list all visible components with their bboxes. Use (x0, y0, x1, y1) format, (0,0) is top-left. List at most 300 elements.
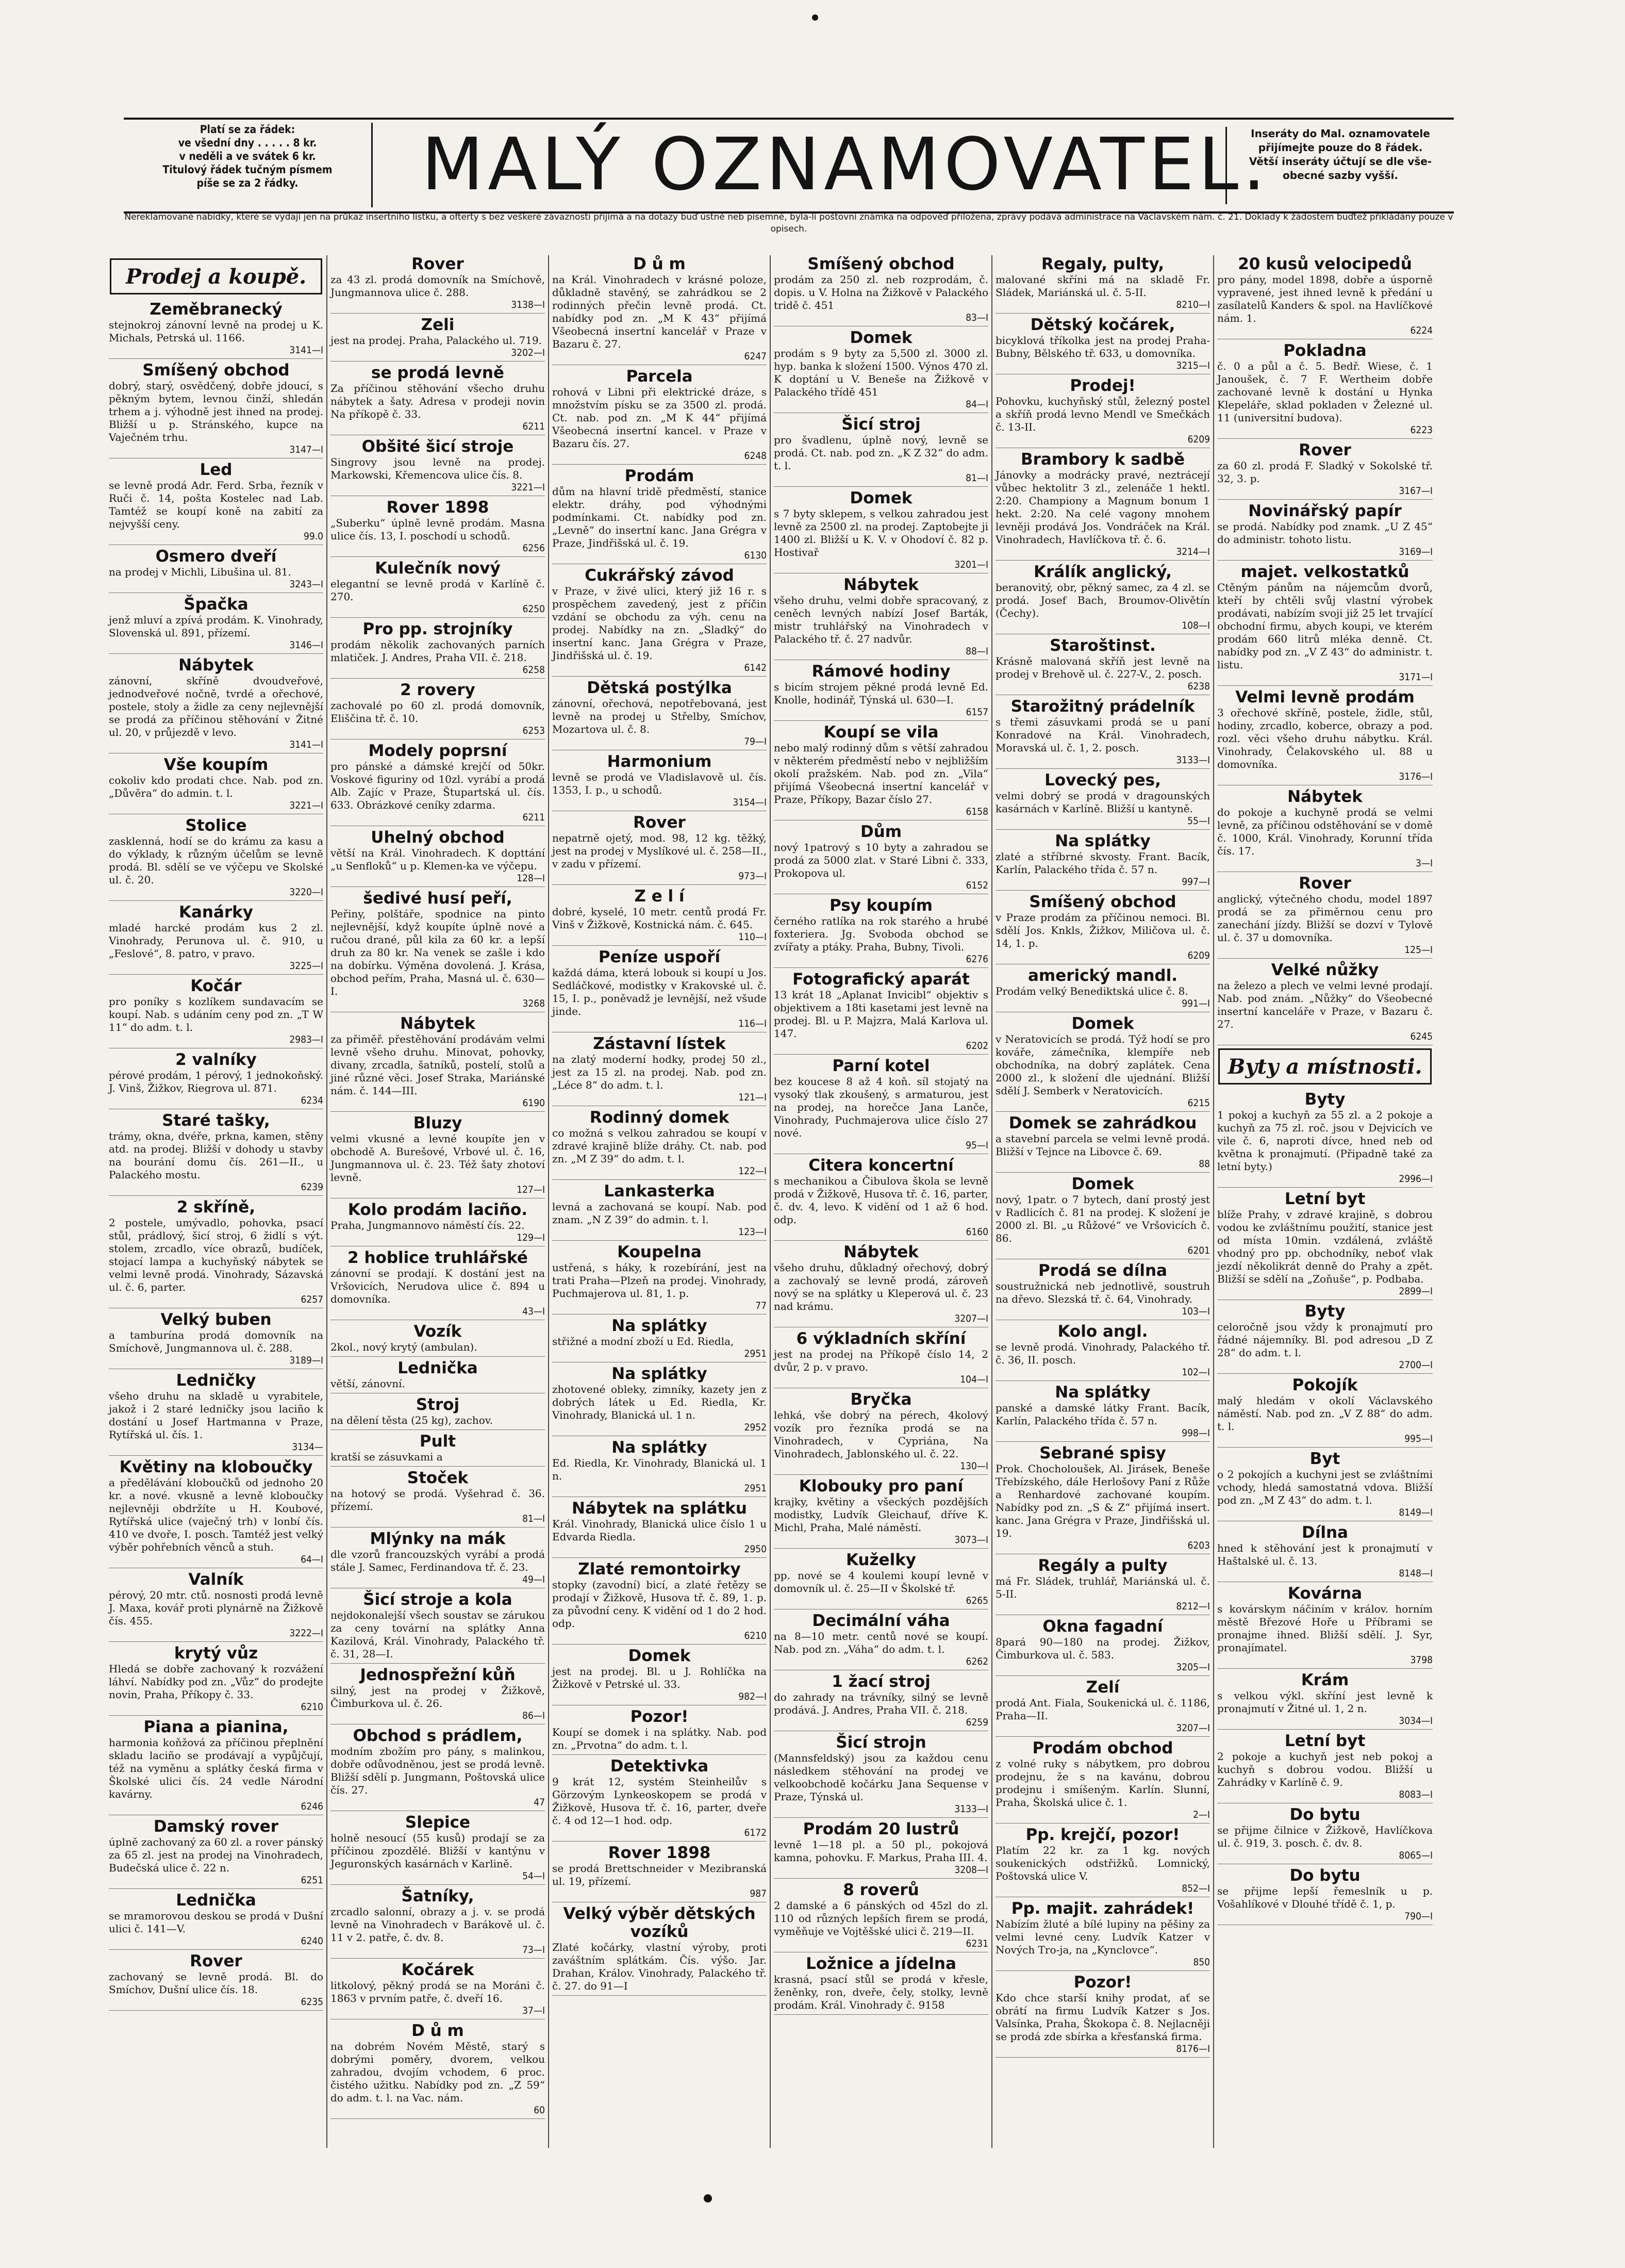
ad-heading: Piana a pianina, (143, 1718, 289, 1736)
classified-ad (330, 1433, 545, 1464)
ad-heading: Nábytek (843, 576, 919, 594)
ad-code: 8065—I (1399, 1850, 1433, 1861)
ad-text: Peřiny, polštáře, spodnice na pinto nejlevnější, když koupíte úplně nové a ručou drané, půl kila za 60 kr. a lepší druh za 80 kr. Na venek se zašle i kdo na dobírku. Výměna dovolená. J. Krása, obchod peřím, Praha, Masná ul. č. 630—I. (330, 908, 545, 997)
ad-heading: Parní kotel (832, 1057, 930, 1075)
ad-code: 3171—I (1399, 671, 1433, 683)
ad-heading: Bryčka (850, 1390, 912, 1409)
ad-code: 60 (534, 2105, 545, 2116)
ad-heading: 8 roverů (843, 1881, 919, 1899)
classified-ad (109, 756, 323, 811)
ad-divider (552, 1841, 767, 1842)
ad-heading: Králík anglický, (1034, 563, 1172, 581)
classified-ad (774, 1057, 988, 1151)
classified-ad (1217, 342, 1433, 436)
ad-divider (1217, 685, 1433, 686)
classified-ad (774, 1477, 988, 1546)
ad-code: 3221—I (289, 800, 323, 811)
classified-ad (1217, 1585, 1433, 1666)
section-heading-flats: Byty a místnosti. (1218, 1048, 1432, 1084)
classified-ad (109, 361, 323, 455)
ad-heading: Květiny na kloboučky (119, 1458, 313, 1476)
classified-ad (1217, 255, 1433, 336)
ad-text: nepatrně ojetý, mod. 98, 12 kg. těžký, jest na prodej v Myslíkové ul. č. 258—II., v zadu v přízemí. (552, 832, 767, 870)
ad-code: 6209 (1187, 950, 1210, 961)
ad-heading: Velké nůžky (1271, 961, 1379, 979)
column-6 (1214, 255, 1436, 2148)
ad-heading: Uhelný obchod (371, 828, 505, 847)
ad-text: 9 krát 12, systém Steinheilův s Görzovým Lynkeoskopem se prodá v Žižkově, Husova tř. č. 16, parter, dveře č. 4 od 12—1 hod. odp. (552, 1776, 767, 1827)
ad-code: 6210 (744, 1630, 767, 1641)
ad-heading: Dětský kočárek, (1030, 316, 1175, 334)
ad-code: 123—I (738, 1226, 767, 1238)
ad-code: 6276 (966, 954, 988, 965)
classified-ad (996, 1557, 1210, 1612)
ad-heading: Na splátky (611, 1438, 707, 1457)
ad-heading: Dům (860, 823, 902, 841)
ad-divider (330, 1884, 545, 1885)
ad-heading: Nábytek (178, 656, 254, 675)
classified-ad (774, 576, 988, 657)
ad-text: Král. Vinohrady, Blanická ulice číslo 1 u Edvarda Riedla. (552, 1518, 767, 1543)
ad-divider (1217, 1187, 1433, 1188)
ad-text: 2 postele, umývadlo, pohovka, psací stůl, prádlový, šicí stroj, 6 židlí s výt. stolem, zrcadlo, více obrazů, budíček, stojací lampa a kuchyňský nábytek se velmi levně prodá. Vinohrady, Sázavská ul. č. 6, parter. (109, 1217, 323, 1293)
ad-text: pérový, 20 mtr. ctů. nosnosti prodá levně J. Maxa, kovář proti plynárně na Žižkově čís. 455. (109, 1589, 323, 1627)
ad-text: stopky (zavodní) bicí, a zlaté řetězy se prodají v Žižkově, Husova tř. č. 89, 1. p. za původní ceny. K vidění od 1 do 2 hod. odp. (552, 1579, 767, 1630)
classified-ad (996, 1900, 1210, 1968)
classified-ad (552, 368, 767, 462)
classified-ad (330, 1201, 545, 1243)
ad-heading: krytý vůz (174, 1644, 258, 1663)
classified-ad (1217, 1190, 1433, 1297)
ad-heading: Koupelna (617, 1243, 702, 1261)
ad-text: blíže Prahy, v zdravé krajině, s dobrou vodou ke zvláštnímu použití, stanice jest od místa 10min. vzdálená, zvláště vhodný pro pp. obchodníky, neboť vlak jezdí několikrát denně do Prahy a zpět. Bližší se sdělí na „Zoňuše“, p. Podbaba. (1217, 1208, 1433, 1285)
ad-code: 3138—I (511, 299, 545, 310)
ad-code: 8176—I (1176, 2043, 1210, 2055)
page-title: MALÝ OZNAMOVATEL. (421, 123, 1270, 207)
ad-text: malý hledám v okolí Václavského náměstí. Nab. pod zn. „V Z 88“ do adm. t. l. (1217, 1394, 1433, 1433)
ad-divider (552, 945, 767, 946)
ad-divider (1217, 1729, 1433, 1730)
ad-code: 6262 (966, 1656, 988, 1667)
ad-text: zánovní se prodají. K dostání jest na Vršovicích, Nerudova ulice č. 894 u domovníka. (330, 1267, 545, 1305)
ad-divider (330, 1111, 545, 1112)
ad-divider (552, 884, 767, 885)
ad-divider (996, 890, 1210, 891)
ad-heading: šedivé husí peří, (363, 889, 512, 908)
ad-code: 54—I (522, 1870, 545, 1882)
ad-code: 2996—I (1399, 1173, 1433, 1185)
ad-text: s třemi zásuvkami prodá se u paní Konradové na Král. Vinohradech, Moravská ul. č. 1, 2. posch. (996, 716, 1210, 754)
ad-heading: Velký výběr dětských vozíků (563, 1904, 756, 1941)
ad-heading: Smíšený obchod (1029, 893, 1176, 911)
classified-ad (774, 1673, 988, 1728)
ad-heading: Stroj (416, 1395, 460, 1414)
ad-text: zachovaný se levně prodá. Bl. do Smíchov, Dušní ulice čís. 18. (109, 1970, 323, 1996)
classified-ad (109, 1198, 323, 1305)
ad-divider (774, 1240, 988, 1241)
ad-text: zachovalé po 60 zl. prodá domovník, Eliščina tř. č. 10. (330, 699, 545, 725)
classified-ad (109, 1372, 323, 1453)
ad-heading: Prodám (624, 467, 694, 485)
ad-code: 37—I (522, 2005, 545, 2016)
ad-code: 79—I (744, 736, 767, 747)
ad-text: v Praze prodám za příčinou nemoci. Bl. sdělí Jos. Knkls, Žižkov, Miličova ul. č. 14, 1. p. (996, 911, 1210, 949)
ad-text: dobrý, starý, osvědčený, dobře jdoucí, s pěkným bytem, levnou činží, shledán trhem a j. výhodně jest ihned na prodej. Bližší u p. Stránského, kupce na Vaječném trhu. (109, 380, 323, 443)
ad-text: (Mannsfeldský) jsou za každou cenu následkem stěhování na prodej ve velkoobchodě kočárku Jana Sequense v Praze, Týnská ul. (774, 1752, 988, 1803)
ad-code: 73—I (522, 1944, 545, 1955)
classified-ad (330, 1961, 545, 2016)
ad-text: zánovní, skříně dvoudveřové, jednodveřové nočně, tvrdé a ořechové, postele, stoly a židle za ceny nejlevnější se prodá za příčinou stěhování v Žitné ul. 20, v průjezdě v levo. (109, 675, 323, 738)
ad-heading: Byty (1304, 1090, 1346, 1109)
ad-code: 6258 (522, 664, 545, 676)
ad-text: se prodá Brettschneider v Mezibranská ul. 19, přízemí. (552, 1862, 767, 1887)
print-mark (704, 2194, 712, 2203)
ad-code: 3167—I (1399, 485, 1433, 497)
ad-text: zrcadlo salonní, obrazy a j. v. se prodá levně na Vinohradech v Barákově ul. č. 11 v 2. patře, č. dv. 8. (330, 1905, 545, 1944)
classified-ad (996, 698, 1210, 766)
ad-code: 6190 (522, 1097, 545, 1109)
ad-heading: Obchod s prádlem, (353, 1727, 523, 1745)
ad-text: celoročně jsou vždy k pronajmutí pro řádné nájemníky. Bl. pod adresou „D Z 28“ do adm. t. l. (1217, 1321, 1433, 1359)
ad-text: zasklenná, hodí se do krámu za kasu a do výklady, k různým účelům se levně prodá. Bl. sdělí se ve výčepu ve Skolské ul. č. 20. (109, 835, 323, 886)
classified-ad (109, 1311, 323, 1366)
classified-ad (774, 1243, 988, 1324)
ad-code: 3—I (1415, 858, 1433, 869)
classified-ad (330, 1249, 545, 1317)
ad-divider (996, 2057, 1210, 2058)
price-box (124, 123, 373, 207)
ad-text: Platím 22 kr. za 1 kg. nových soukenických odstřižků. Lomnický, Poštovská ulice V. (996, 1844, 1210, 1882)
ad-code: 3189—I (289, 1355, 323, 1366)
classified-ad (1217, 875, 1433, 956)
classified-ad (330, 1396, 545, 1427)
ad-heading: Pozor! (630, 1707, 689, 1726)
info-line: obecné sazby vyšší. (1283, 169, 1398, 182)
classified-ad (330, 681, 545, 736)
ad-heading: Šicí stroj (841, 415, 921, 434)
ad-code: 83—I (966, 312, 988, 323)
ad-text: do zahrady na trávníky, silný se levně prodává. J. Andres, Praha VII. č. 218. (774, 1691, 988, 1716)
info-line: Inseráty do Mal. oznamovatele (1251, 127, 1430, 140)
ad-heading: Zlaté remontoirky (578, 1560, 741, 1579)
ad-code: 3222—I (289, 1628, 323, 1639)
ad-text: s velkou výkl. skříní jest levně k pronajmutí v Žitné ul. 1, 2 n. (1217, 1689, 1433, 1715)
ad-heading: Pp. majit. zahrádek! (1011, 1899, 1195, 1918)
ad-heading: 6 výkladních skříní (796, 1329, 966, 1348)
ad-divider (996, 1675, 1210, 1676)
classified-ad (1217, 1806, 1433, 1861)
ad-code: 122—I (738, 1165, 767, 1177)
ad-code: 47 (534, 1797, 545, 1808)
ad-text: lehká, vše dobrý na pérech, 4kolový vozík pro řezníka prodá se na Vinohradech, v Cypriána, Na Vinohradech, Jablonského ul. č. 22. (774, 1409, 988, 1460)
ad-heading: 2 rovery (400, 681, 475, 699)
ad-text: dle vzorů francouzských vyrábí a prodá stále J. Samec, Ferdinandova tř. č. 23. (330, 1548, 545, 1573)
classified-ad (996, 1262, 1210, 1317)
ad-heading: Šicí stroje a kola (363, 1590, 512, 1609)
ad-code: 2951 (744, 1483, 767, 1494)
ad-divider (552, 1995, 767, 1996)
ad-heading: 2 valníky (175, 1050, 257, 1069)
ad-code: 6248 (744, 450, 767, 462)
classified-ad (330, 1015, 545, 1109)
ad-code: 3141—I (289, 739, 323, 750)
ad-heading: Velký buben (160, 1310, 272, 1329)
ad-heading: Do bytu (1289, 1805, 1361, 1824)
column-2 (327, 255, 549, 2148)
ad-text: litkolový, pěkný prodá se na Moráni č. 1863 v prvním patře, č. dveří 16. (330, 1979, 545, 2004)
ad-code: 108—I (1182, 620, 1210, 631)
ad-heading: Kočárek (401, 1961, 474, 1979)
ad-heading: Smíšený obchod (807, 255, 955, 273)
ad-text: o 2 pokojích a kuchyni jest se zvláštními vchody, hledá samostatná vdova. Bližší pod zn. „M Z 43“ do adm. t. l. (1217, 1468, 1433, 1506)
ad-text: krajky, květiny a všeckých pozdějších modistky, Ludvík Gleichauf, dříve K. Michl, Praha, Malé náměstí. (774, 1495, 988, 1534)
section-heading-sale: Prodej a koupě. (110, 258, 322, 294)
ad-heading: Kuželky (845, 1551, 917, 1569)
ad-text: se levně prodá. Vinohrady, Palackého tř. č. 36, II. posch. (996, 1341, 1210, 1366)
ad-code: 99.0 (303, 531, 323, 542)
ad-heading: Obšité šicí stroje (361, 437, 514, 456)
classified-ad (996, 1974, 1210, 2055)
ad-code: 127—I (517, 1184, 545, 1195)
ad-code: 3133—I (954, 1803, 988, 1815)
classified-ad (1217, 1671, 1433, 1727)
classified-ad (109, 1051, 323, 1106)
ad-heading: Rodinný domek (589, 1108, 729, 1127)
classified-ad (774, 663, 988, 718)
ad-code: 102—I (1182, 1367, 1210, 1378)
price-line: píše se za 2 řádky. (196, 177, 299, 189)
ad-text: Krásně malovaná skříň jest levně na prodej v Brehově ul. č. 227-V., 2. posch. (996, 655, 1210, 680)
ad-code: 3221—I (511, 482, 545, 493)
classified-ad (330, 742, 545, 823)
print-mark (812, 14, 818, 21)
classified-ad (996, 1015, 1210, 1109)
ad-text: s 7 byty sklepem, s velkou zahradou jest levně za 2500 zl. na prodej. Zaptobejte ji 1400 zl. Bližší u K. V. v Ohodoví č. 82 p. Hostivař (774, 507, 988, 558)
ad-text: panské a damské látky Frant. Bacík, Karlín, Palackého třída č. 57 n. (996, 1402, 1210, 1427)
ad-heading: Stolice (185, 816, 247, 835)
ad-text: cokoliv kdo prodati chce. Nab. pod zn. „Důvěra“ do admin. t. l. (109, 774, 323, 799)
ad-heading: Šatníky, (401, 1887, 474, 1905)
ad-divider (774, 967, 988, 968)
ad-text: všeho druhu, důkladný ořechový, dobrý a zachovalý se levně prodá, zároveň nový se na splátky u Kleperová ul. č. 23 nad krámu. (774, 1261, 988, 1312)
ad-text: Praha, Jungmannovo náměstí čís. 22. (330, 1219, 525, 1231)
ad-code: 103—I (1182, 1306, 1210, 1317)
ad-heading: Lednička (397, 1359, 478, 1377)
ad-text: jest na prodej. Bl. u J. Rohlíčka na Žižkově v Petrské ul. 33. (552, 1665, 767, 1690)
ad-text: se prodá. Nabídky pod znamk. „U Z 45“ do administr. tohoto listu. (1217, 520, 1433, 546)
ad-text: levná a zachovaná se koupí. Nab. pod znam. „N Z 39“ do admin. t. l. (552, 1201, 767, 1226)
ad-text: bez koucese 8 až 4 koň. síl stojatý na vysoký tlak zkoušený, s armaturou, jest na prodej, na horečce Jana Lanče, Vinohrady, Puchmajerova ulice číslo 27 nové. (774, 1075, 988, 1139)
ad-text: střižné a modní zboží u Ed. Riedla, (552, 1335, 734, 1347)
ad-code: 6201 (1187, 1245, 1210, 1256)
ad-code: 3176—I (1399, 771, 1433, 782)
ad-divider (1217, 1668, 1433, 1669)
price-line: v neděli a ve svátek 6 kr. (179, 150, 316, 162)
ad-code: 6238 (1187, 681, 1210, 692)
ad-divider (1217, 560, 1433, 561)
ad-heading: Byty (1304, 1302, 1346, 1321)
ad-heading: Dílna (1302, 1523, 1348, 1542)
ad-heading: Domek (850, 489, 913, 507)
ad-code: 3034—I (1399, 1715, 1433, 1727)
classified-ad (330, 1666, 545, 1721)
ad-text: se levně prodá Adr. Ferd. Srba, řezník v Ruči č. 14, pošta Kostelec nad Lab. Tamtéž se koupí koně na zabití za nejvyšší ceny. (109, 479, 323, 530)
ad-divider (109, 1888, 323, 1889)
ad-code: 997—I (1182, 876, 1210, 888)
ad-heading: Pozor! (1073, 1973, 1132, 1992)
ad-heading: Šicí strojn (836, 1733, 926, 1752)
ad-heading: Staroštinst. (1050, 636, 1156, 655)
classified-ad (774, 416, 988, 484)
ad-heading: Prodám 20 lustrů (803, 1820, 959, 1838)
classified-ad (109, 1892, 323, 1947)
ad-heading: Dětská postýlka (587, 679, 732, 697)
ad-text: anglický, výtečného chodu, model 1897 prodá se za přiměrnou cenu pro zanechání jízdy. Bližší se dozví v Tylově ul. č. 37 u domovníka. (1217, 893, 1433, 944)
ad-heading: Nábytek (1287, 787, 1363, 806)
ad-code: 8083—I (1399, 1789, 1433, 1800)
classified-ad (552, 679, 767, 747)
ad-text: Ed. Riedla, Kr. Vinohrady, Blanická ul. 1 n. (552, 1457, 767, 1482)
ad-heading: Jednospřežní kůň (360, 1666, 516, 1684)
ad-code: 6265 (966, 1595, 988, 1606)
ad-heading: Psy koupím (830, 896, 933, 915)
ad-code: 3146—I (289, 639, 323, 651)
price-line: Platí se za řádek: (200, 123, 295, 136)
ad-divider (109, 1715, 323, 1716)
ad-code: 6259 (966, 1717, 988, 1728)
classified-ad (774, 1820, 988, 1876)
ad-text: stejnokroj zánovní levně na prodej u K. Michals, Petrská ul. 1166. (109, 319, 323, 344)
ad-heading: Zeměbranecký (150, 300, 283, 319)
ad-heading: Rover (1299, 441, 1351, 459)
column-4 (771, 255, 992, 2148)
ad-code: 130—I (960, 1460, 988, 1472)
ad-code: 3243—I (289, 579, 323, 590)
ad-code: 3225—I (289, 960, 323, 972)
ad-divider (552, 1179, 767, 1180)
ad-heading: Osmero dveří (155, 547, 277, 566)
ad-code: 6251 (301, 1875, 323, 1886)
ad-text: 2 pokoje a kuchyň jest neb pokoj a kuchyň s dobrou vodou. Bližší u Zahrádky v Karlíně č. 9. (1217, 1750, 1433, 1788)
classified-ad (552, 567, 767, 673)
ad-code: 991—I (1182, 998, 1210, 1009)
ad-text: na hotový se prodá. Vyšehrad č. 36. přízemí. (330, 1487, 545, 1513)
ad-heading: Cukrářský závod (585, 566, 734, 585)
classified-ad (774, 823, 988, 891)
ad-code: 6215 (1187, 1097, 1210, 1109)
ad-divider (330, 1958, 545, 1959)
ad-heading: Prodám obchod (1032, 1739, 1173, 1757)
ad-code: 6253 (522, 725, 545, 736)
ad-code: 3214—I (1176, 546, 1210, 557)
ad-code: 8210—I (1176, 299, 1210, 310)
ad-text: co možná s velkou zahradou se koupí v zdravé krajině blíže dráhy. Ct. nab. pod zn. „M Z 39“ do adm. t. l. (552, 1127, 767, 1165)
ad-code: 6172 (744, 1827, 767, 1838)
ad-code: 6239 (301, 1181, 323, 1193)
ad-code: 43—I (522, 1306, 545, 1317)
classified-ad (109, 656, 323, 750)
ad-code: 3208—I (954, 1864, 988, 1876)
ad-text: levně 1—18 pl. a 50 pl., pokojová kamna, pohovku. F. Markus, Praha III. 4. (774, 1838, 988, 1864)
ad-code: 2—I (1192, 1809, 1210, 1820)
ad-heading: Vše koupím (163, 755, 269, 774)
ad-text: modním zbožím pro pány, s malinkou, dobře odůvodněnou, jest se prodá levně. Bližší sdělí p. Jungmann, Poštovská ulice čís. 27. (330, 1745, 545, 1796)
ad-text: beranovitý, obr, pěkný samec, za 4 zl. se prodá. Josef Bach, Broumov-Olivětín (Čechy). (996, 581, 1210, 619)
ad-heading: Špačka (184, 595, 248, 614)
ad-divider (774, 1817, 988, 1818)
ad-code: 3133—I (1176, 754, 1210, 766)
classified-ad (552, 1439, 767, 1494)
classified-ad (996, 1618, 1210, 1673)
ad-text: se přijme lepší řemeslník u p. Vošahlíkové v Dlouhé třídě č. 1, p. (1217, 1885, 1433, 1910)
ad-text: jenž mluví a zpívá prodám. K. Vinohrady, Slovenská ul. 891, přízemí. (109, 614, 323, 639)
classified-ad (774, 1391, 988, 1472)
ad-heading: Domek (1071, 1175, 1134, 1193)
ad-code: 55—I (1187, 815, 1210, 827)
ad-text: jest na prodej. Praha, Palackého ul. 719. (330, 334, 542, 347)
ad-heading: Zeli (421, 316, 455, 334)
ad-code: 3147—I (289, 444, 323, 455)
ad-text: zánovní, ořechová, nepotřebovaná, jest levně na prodej u Střelby, Smíchov, Mozartova ul. č. 8. (552, 697, 767, 735)
ad-heading: Mlýnky na mák (370, 1530, 506, 1548)
ad-heading: Zelí (1086, 1678, 1120, 1697)
classified-ad (552, 753, 767, 808)
classified-ad (996, 1739, 1210, 1820)
ad-heading: Detektivka (610, 1757, 709, 1776)
ad-code: 3154—I (733, 797, 767, 808)
ad-heading: Okna fagadní (1042, 1617, 1163, 1636)
ad-divider (1217, 1373, 1433, 1374)
classified-ad (996, 893, 1210, 961)
ad-divider (552, 464, 767, 465)
ad-divider (996, 1380, 1210, 1381)
ad-code: 6235 (301, 1996, 323, 2008)
ad-heading: Domek (850, 328, 913, 347)
ad-text: v Neratovicích se prodá. Týž hodí se pro kováře, zámečníka, klempíře neb obchodníka, na dobrý zaplátek. Cena 2000 zl., k složení dle ujednání. Bližší sdělí J. Semberk v Neratovicích. (996, 1033, 1210, 1097)
column-1 (106, 255, 327, 2148)
classified-ad (774, 1330, 988, 1385)
classified-ad (996, 563, 1210, 631)
classified-ad (552, 467, 767, 561)
ad-code: 128—I (517, 873, 545, 884)
ad-heading: Valník (188, 1570, 244, 1589)
ad-divider (330, 1466, 545, 1467)
ad-code: 3207—I (954, 1313, 988, 1324)
ad-code: 3798 (1410, 1654, 1433, 1666)
ad-code: 88—I (966, 646, 988, 657)
classified-ad (552, 1708, 767, 1752)
ad-code: 6142 (744, 662, 767, 673)
ad-heading: Na splátky (611, 1317, 707, 1335)
classified-ad (330, 499, 545, 554)
ad-code: 3169—I (1399, 546, 1433, 557)
classified-ad (330, 1814, 545, 1882)
classified-ad (996, 1323, 1210, 1378)
classified-ad (1217, 1524, 1433, 1579)
ad-divider (109, 1195, 323, 1196)
ad-divider (774, 1878, 988, 1879)
ad-heading: Rámové hodiny (811, 662, 951, 681)
classified-ad (109, 596, 323, 651)
ad-text: prodám za 250 zl. neb rozprodám, č. dopis. u V. Holna na Žižkově v Palackého tridě č. 451 (774, 273, 988, 311)
classified-ad (552, 888, 767, 943)
ad-code: 8212—I (1176, 1601, 1210, 1612)
classified-ad (996, 771, 1210, 827)
ad-text: na železo a plech ve velmi levné prodají. Nab. pod znám. „Nůžky“ do Všeobecné insertní kanceláře v Praze, v Bazaru č. 27. (1217, 979, 1433, 1030)
ad-text: Za příčinou stěhování všecho druhu nábytek a šaty. Adresa v prodeji novin Na příkopě č. 33. (330, 382, 545, 420)
ad-text: Koupí se domek i na splátky. Nab. pod zn. „Prvotna“ do adm. t. l. (552, 1726, 767, 1751)
classified-ad (552, 1905, 767, 1993)
